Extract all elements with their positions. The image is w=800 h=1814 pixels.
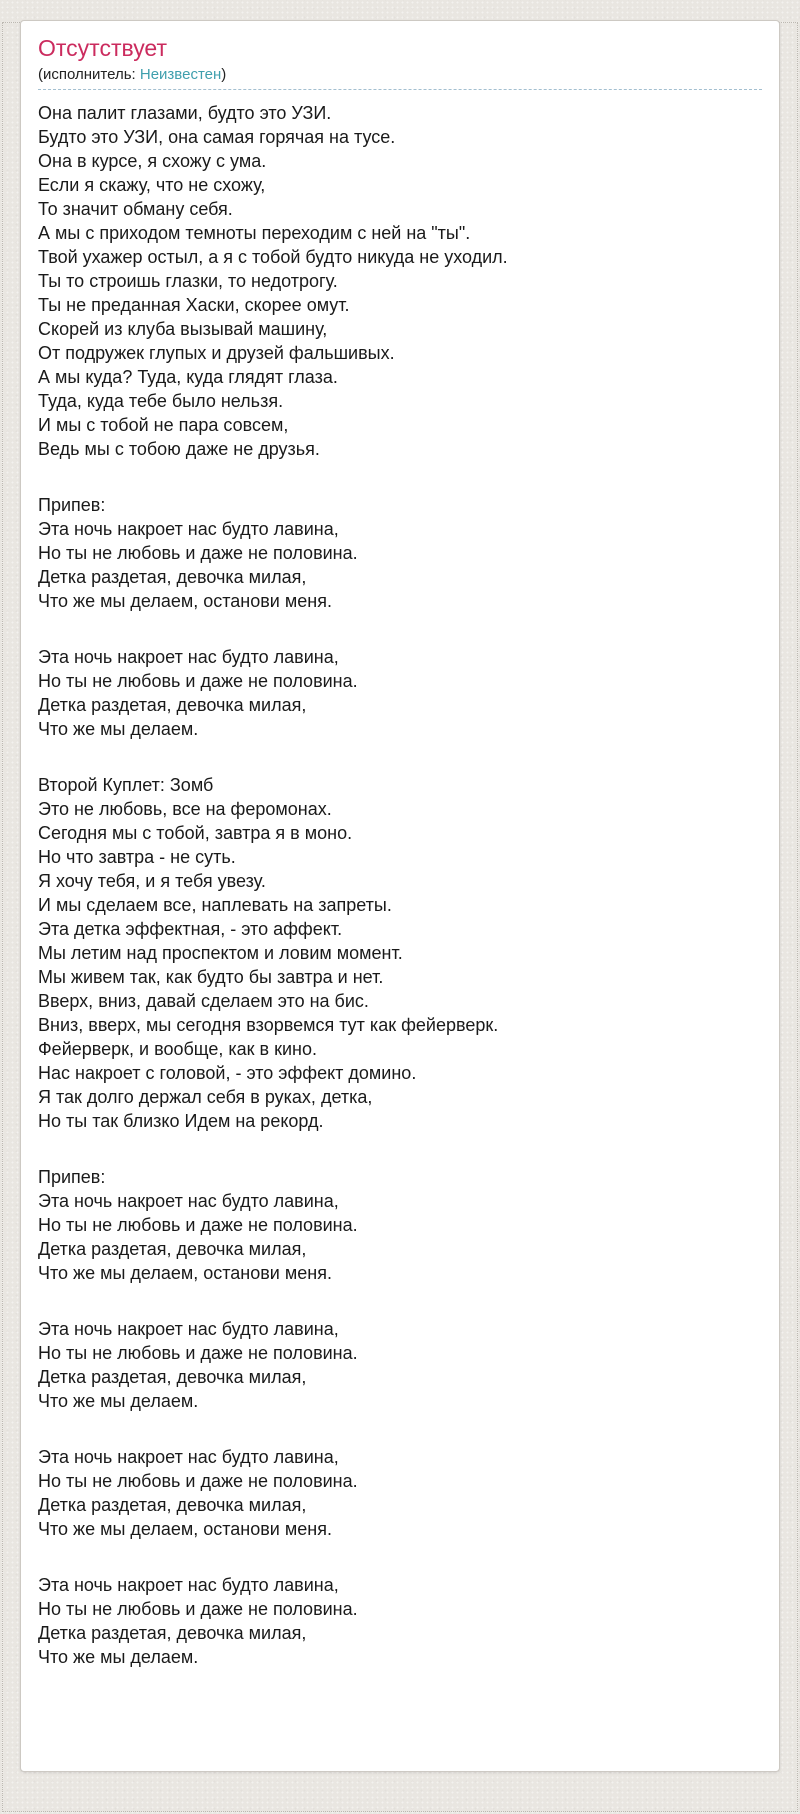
song-title: Отсутствует: [38, 35, 167, 61]
artist-suffix: ): [221, 66, 227, 83]
lyrics-stanza: Эта ночь накроет нас будто лавина, Но ты не любовь и даже не половина. Детка раздетая, девочка милая, Что же мы делаем, останови меня.: [38, 1447, 358, 1539]
lyrics-stanza: Припев: Эта ночь накроет нас будто лавина, Но ты не любовь и даже не половина. Детка раздетая, девочка милая, Что же мы делаем, останови меня.: [38, 495, 358, 611]
lyrics-stanza: Припев: Эта ночь накроет нас будто лавина, Но ты не любовь и даже не половина. Детка раздетая, девочка милая, Что же мы делаем, останови меня.: [38, 1167, 358, 1283]
lyrics-text: [38, 101, 762, 1669]
lyrics-stanza: Эта ночь накроет нас будто лавина, Но ты не любовь и даже не половина. Детка раздетая, девочка милая, Что же мы делаем.: [38, 1319, 358, 1411]
lyrics-card: [20, 20, 780, 1772]
song-header: [38, 34, 762, 90]
artist-line: [38, 65, 762, 90]
lyrics-stanza: Она палит глазами, будто это УЗИ. Будто это УЗИ, она самая горячая на тусе. Она в курсе, я схожу с ума. Если я скажу, что не схожу, То значит обману себя. А мы с приходом темноты переходим с ней на "ты". Твой ухажер остыл, а я с тобой будто никуда не уходил. Ты то строишь глазки, то недотрогу. Ты не преданная Хаски, скорее омут. Скорей из клуба вызывай машину, От подружек глупых и друзей фальшивых. А мы куда? Туда, куда глядят глаза. Туда, куда тебе было нельзя. И мы с тобой не пара совсем, Ведь мы с тобою даже не друзья.: [38, 103, 508, 459]
lyrics-stanza: Эта ночь накроет нас будто лавина, Но ты не любовь и даже не половина. Детка раздетая, девочка милая, Что же мы делаем.: [38, 647, 358, 739]
artist-prefix: (исполнитель:: [38, 66, 140, 83]
lyrics-stanza: Второй Куплет: Зомб Это не любовь, все на феромонах. Сегодня мы с тобой, завтра я в моно. Но что завтра - не суть. Я хочу тебя, и я тебя увезу. И мы сделаем все, наплевать на запреты. Эта детка эффектная, - это аффект. Мы летим над проспектом и ловим момент. Мы живем так, как будто бы завтра и нет. Вверх, вниз, давай сделаем это на бис. Вниз, вверх, мы сегодня взорвемся тут как фейерверк. Фейерверк, и вообще, как в кино. Нас накроет с головой, - это эффект домино. Я так долго держал себя в руках, детка, Но ты так близко Идем на рекорд.: [38, 775, 499, 1131]
lyrics-stanza: Эта ночь накроет нас будто лавина, Но ты не любовь и даже не половина. Детка раздетая, девочка милая, Что же мы делаем.: [38, 1575, 358, 1667]
artist-link[interactable]: Неизвестен: [139, 66, 222, 83]
